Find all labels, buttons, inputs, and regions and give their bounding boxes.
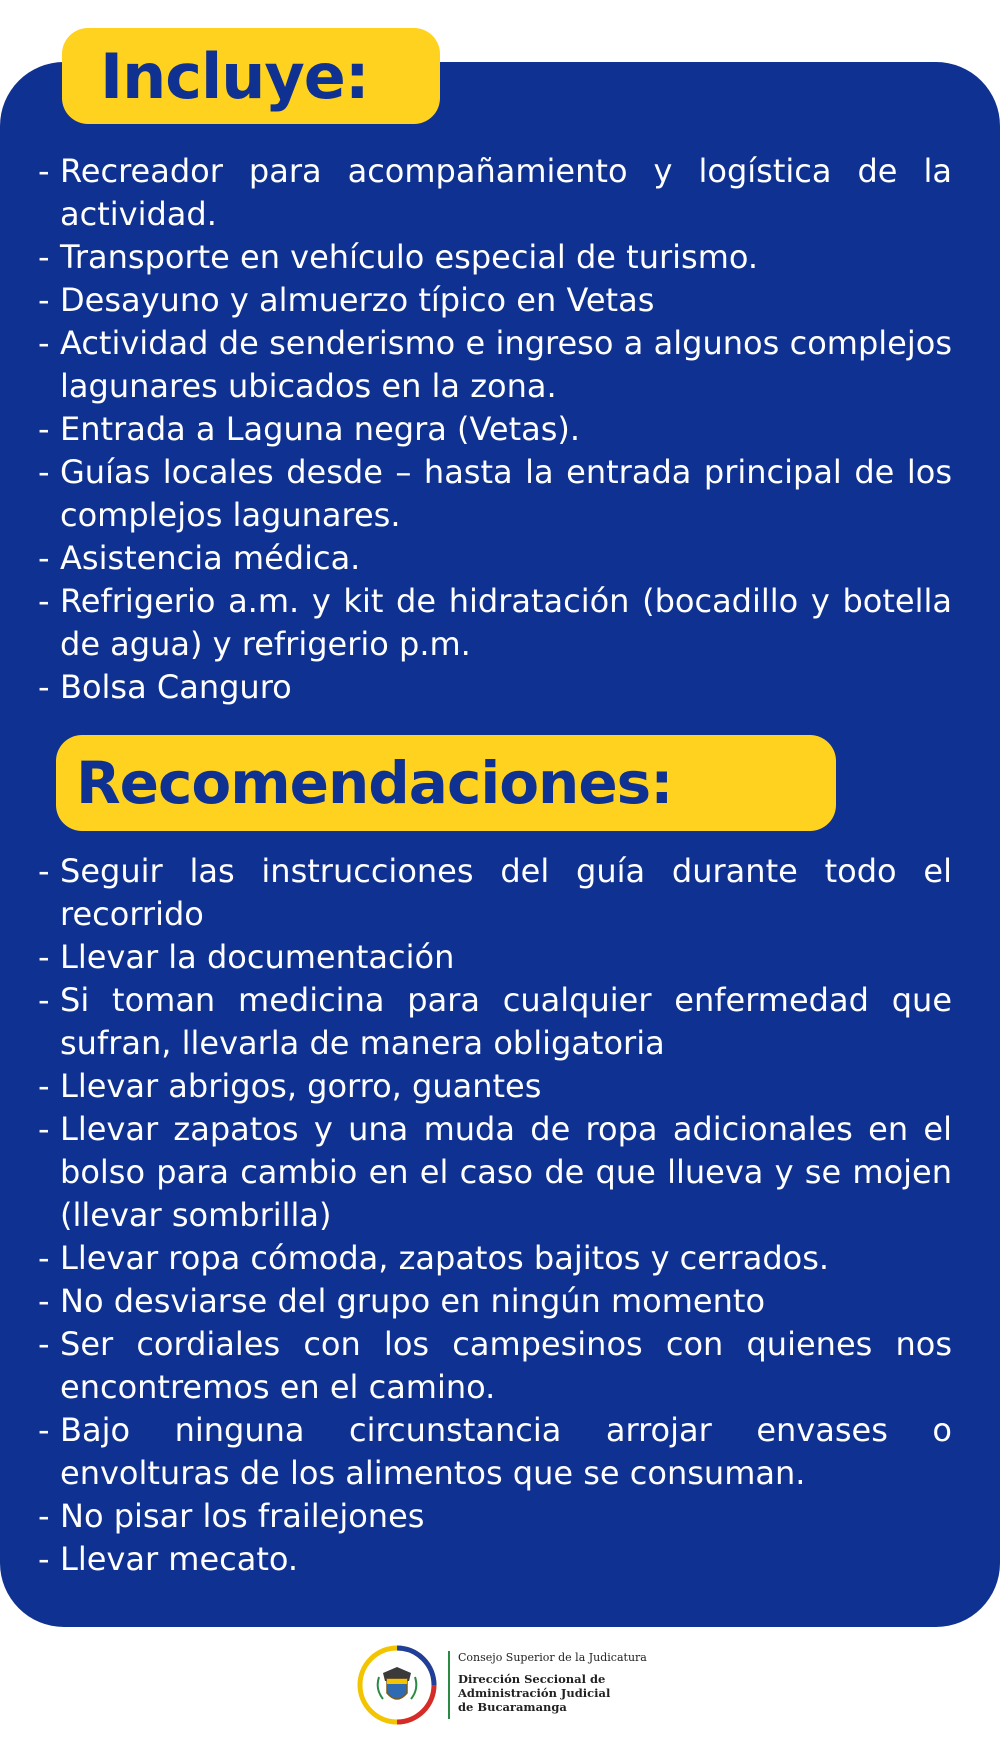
incluye-list-item: - Asistencia médica.	[38, 537, 952, 580]
incluye-list-item: - Refrigerio a.m. y kit de hidratación (bocadillo y botella de agua) y refrigerio p.m.	[38, 580, 952, 666]
recomendaciones-list-item: - Si toman medicina para cualquier enfermedad que sufran, llevarla de manera obligatoria	[38, 979, 952, 1065]
recomendaciones-list-item: - Llevar zapatos y una muda de ropa adicionales en el bolso para cambio en el caso de que llueva y se mojen (llevar sombrilla)	[38, 1108, 952, 1237]
recomendaciones-list	[38, 850, 952, 1581]
coat-of-arms-seal-icon	[357, 1645, 437, 1725]
footer-divider	[448, 1651, 450, 1719]
footer-logo	[357, 1645, 657, 1725]
recomendaciones-list-item: - Llevar abrigos, gorro, guantes	[38, 1065, 952, 1108]
incluye-list-item: - Desayuno y almuerzo típico en Vetas	[38, 279, 952, 322]
incluye-list-item: - Actividad de senderismo e ingreso a algunos complejos lagunares ubicados en la zona.	[38, 322, 952, 408]
recomendaciones-list-item: - No desviarse del grupo en ningún momento	[38, 1280, 952, 1323]
recomendaciones-list-item: - Llevar ropa cómoda, zapatos bajitos y cerrados.	[38, 1237, 952, 1280]
recomendaciones-list-item: - Bajo ninguna circunstancia arrojar envases o envolturas de los alimentos que se consuman.	[38, 1409, 952, 1495]
footer-direccion-line: Dirección Seccional de	[458, 1672, 606, 1686]
incluye-heading-badge	[62, 28, 440, 124]
incluye-list-item: - Recreador para acompañamiento y logística de la actividad.	[38, 150, 952, 236]
recomendaciones-list-item: - Seguir las instrucciones del guía durante todo el recorrido	[38, 850, 952, 936]
footer-consejo-text: Consejo Superior de la Judicatura	[458, 1651, 647, 1664]
incluye-list	[38, 150, 952, 709]
recomendaciones-list-item: - No pisar los frailejones	[38, 1495, 952, 1538]
recomendaciones-list-item: - Ser cordiales con los campesinos con quienes nos encontremos en el camino.	[38, 1323, 952, 1409]
footer-direccion-line: de Bucaramanga	[458, 1700, 567, 1714]
recomendaciones-list-item: - Llevar mecato.	[38, 1538, 952, 1581]
recomendaciones-list-item: - Llevar la documentación	[38, 936, 952, 979]
incluye-heading: Incluye:	[100, 39, 369, 113]
recomendaciones-heading-badge	[56, 735, 836, 831]
incluye-list-item: - Transporte en vehículo especial de turismo.	[38, 236, 952, 279]
incluye-list-item: - Bolsa Canguro	[38, 666, 952, 709]
recomendaciones-heading: Recomendaciones:	[76, 749, 673, 817]
incluye-list-item: - Entrada a Laguna negra (Vetas).	[38, 408, 952, 451]
incluye-list-item: - Guías locales desde – hasta la entrada principal de los complejos lagunares.	[38, 451, 952, 537]
footer-direccion-line: Administración Judicial	[458, 1686, 611, 1700]
